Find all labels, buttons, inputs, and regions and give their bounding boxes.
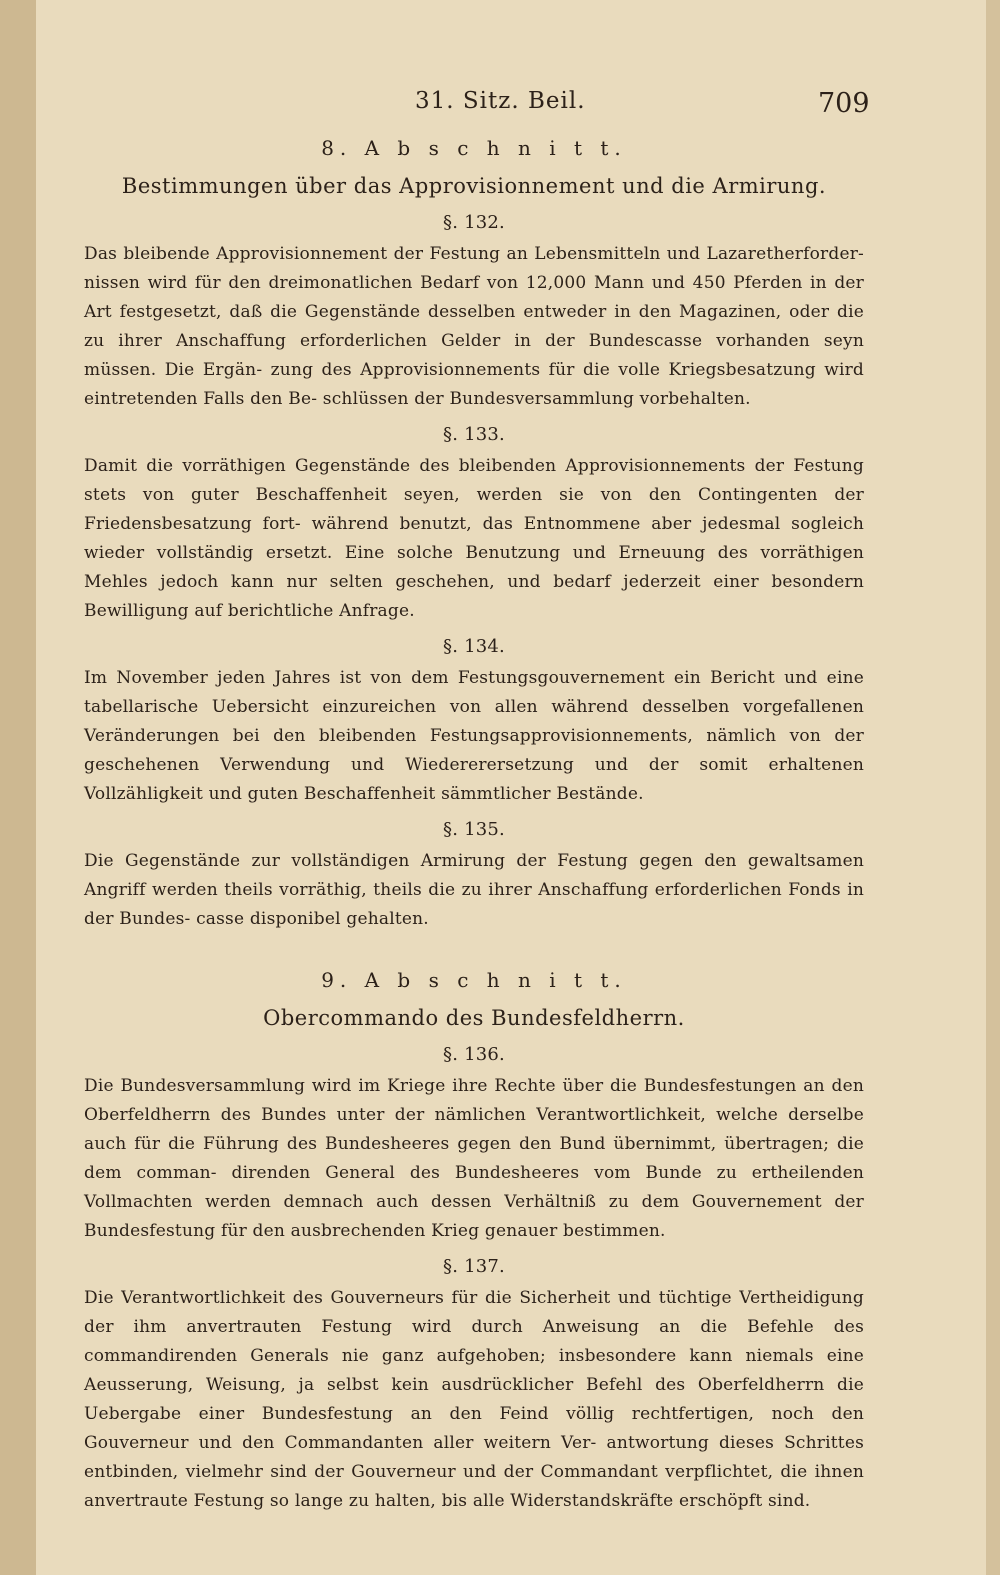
section-number: 8. A b s c h n i t t. <box>321 136 627 160</box>
page-header <box>0 88 1000 128</box>
paragraph-text: Die Bundesversammlung wird im Kriege ihre Rechte über die Bundesfestungen an den Oberfeldherrn des Bundes unter der nämlichen Verantwortlichkeit, welche derselbe auch für die Führung des Bundesheeres gegen den Bund übernimmt, übertragen; die dem comman- direnden General des Bundesheeres vom Bunde zu ertheilenden Vollmachten werden demnach auch dessen Verhältniß zu dem Gouvernement der Bundesfestung für den ausbrechenden Krieg genauer bestimmen. <box>84 1076 864 1241</box>
paragraph-number: §. 134. <box>443 636 505 657</box>
section-number: 9. A b s c h n i t t. <box>321 968 627 992</box>
section-8 <box>84 128 864 934</box>
paragraph-text: Damit die vorräthigen Gegenstände des bleibenden Approvisionnements der Festung stets von guter Beschaffenheit seyen, werden sie von den Contingenten der Friedensbesatzung fort- während benutzt, das Entnommene aber jedesmal sogleich wieder vollständig ersetzt. Eine solche Benutzung und Erneuung des vorräthigen Mehles jedoch kann nur selten geschehen, und bedarf jederzeit einer besondern Bewilligung auf berichtliche Anfrage. <box>84 456 864 621</box>
section-title: Bestimmungen über das Approvisionnement und die Armirung. <box>121 174 827 198</box>
paragraph-number: §. 137. <box>443 1256 505 1277</box>
paragraph-text: Im November jeden Jahres ist von dem Festungsgouvernement ein Bericht und eine tabellarische Uebersicht einzureichen von allen während desselben vorgefallenen Veränderungen bei den bleibenden Festungsapprovisionnements, nämlich von der geschehenen Verwendung und Wiedererersetzung und der somit erhaltenen Vollzähligkeit und guten Beschaffenheit sämmtlicher Bestände. <box>84 668 864 804</box>
paragraph-text: Das bleibende Approvisionnement der Festung an Lebensmitteln und Lazaretherforder- nissen wird für den dreimonatlichen Bedarf von 12,000 Mann und 450 Pferden in der Art festgesetzt, daß die Gegenstände desselben entweder in den Magazinen, oder die zu ihrer Anschaffung erforderlichen Gelder in der Bundescasse vorhanden seyn müssen. Die Ergän- zung des Approvisionnements für die volle Kriegsbesatzung wird eintretenden Falls den Be- schlüssen der Bundesversammlung vorbehalten. <box>84 244 864 409</box>
section-title: Obercommando des Bundesfeldherrn. <box>263 1006 685 1030</box>
paragraph-number: §. 135. <box>443 819 505 840</box>
document-body <box>84 128 864 1522</box>
running-head: 31. Sitz. Beil. <box>415 88 586 114</box>
paragraph-text: Die Verantwortlichkeit des Gouverneurs für die Sicherheit und tüchtige Vertheidigung der ihm anvertrauten Festung wird durch Anweisung an die Befehle des commandirenden Generals nie ganz aufgehoben; insbesondere kann niemals eine Aeusserung, Weisung, ja selbst kein ausdrücklicher Befehl des Oberfeldherrn die Uebergabe einer Bundesfestung an den Feind völlig rechtfertigen, noch den Gouverneur und den Commandanten aller weitern Ver- antwortung dieses Schrittes entbinden, vielmehr sind der Gouverneur und der Commandant verpflichtet, die ihnen anvertraute Festung so lange zu halten, bis alle Widerstandskräfte erschöpft sind. <box>84 1288 864 1511</box>
paragraph-number: §. 132. <box>443 212 505 233</box>
paragraph-number: §. 136. <box>443 1044 505 1065</box>
page-number: 709 <box>818 88 870 119</box>
paragraph-number: §. 133. <box>443 424 505 445</box>
section-gap <box>84 940 864 960</box>
section-9 <box>84 960 864 1516</box>
paragraph-text: Die Gegenstände zur vollständigen Armirung der Festung gegen den gewaltsamen Angriff werden theils vorräthig, theils die zu ihrer Anschaffung erforderlichen Fonds in der Bundes- casse disponibel gehalten. <box>84 851 864 929</box>
